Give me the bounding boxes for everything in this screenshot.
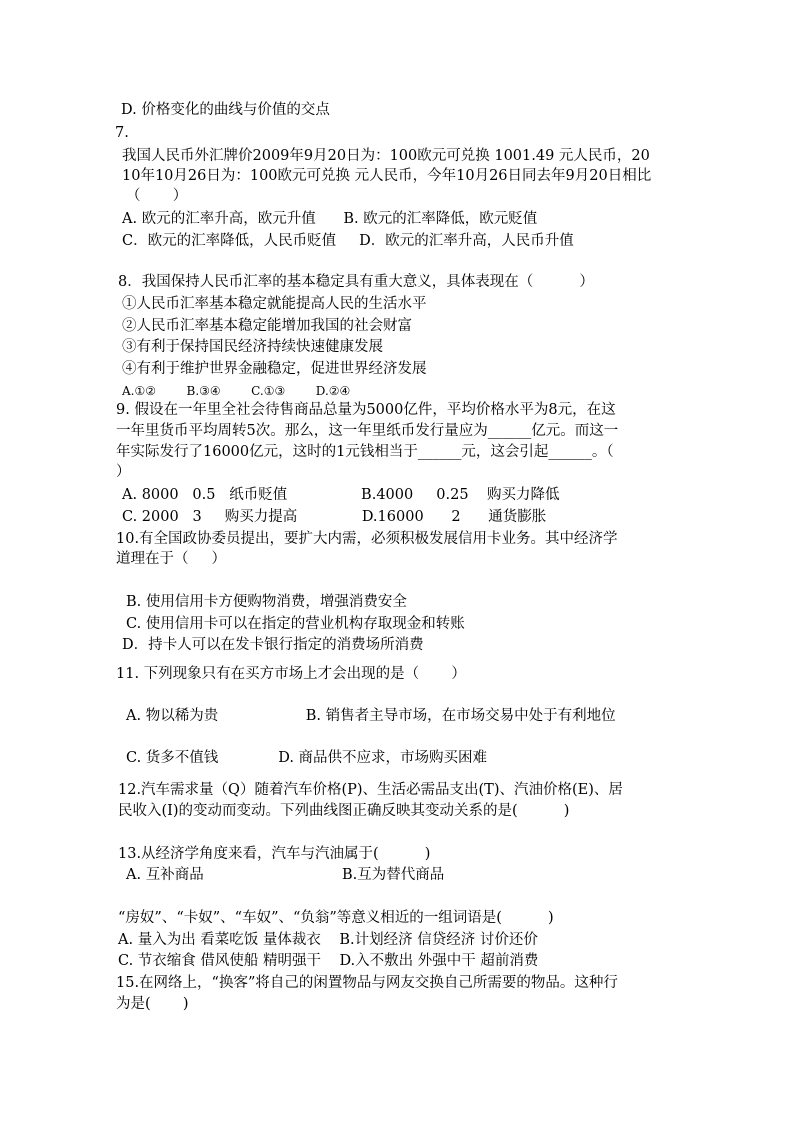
text-line: 道理在于（ ） xyxy=(116,551,227,567)
option-line: A. 量入为出 看菜吃饭 量体裁衣 B.计划经济 信贷经济 讨价还价 xyxy=(118,932,538,948)
text-line: 为是( ) xyxy=(116,996,189,1012)
option-line: C. 货多不值钱 D. 商品供不应求，市场购买困难 xyxy=(126,750,488,766)
question-number: 7. xyxy=(115,125,129,141)
statement-line: ④有利于维护世界金融稳定，促进世界经济发展 xyxy=(122,361,427,377)
option-line: C. 使用信用卡可以在指定的营业机构存取现金和转账 xyxy=(126,616,465,632)
text-line: 我国人民币外汇牌价2009年9月20日为：100欧元可兑换 1001.49 元人民币，20 xyxy=(122,148,650,164)
text-line: 10年10月26日为：100欧元可兑换 元人民币，今年10月26日同去年9月20日相比 xyxy=(122,168,652,184)
text-line: 年实际发行了16000亿元，这时的1元钱相当于______元，这会引起______。（ xyxy=(116,444,614,460)
option-line: B. 使用信用卡方便购物消费，增强消费安全 xyxy=(126,594,407,610)
text-line: ） xyxy=(116,464,131,480)
text-line: （ ） xyxy=(126,188,188,204)
option-line: A. 物以稀为贵 B. 销售者主导市场，在市场交易中处于有利地位 xyxy=(126,708,616,724)
option-line: A. 8000 0.5 纸币贬值 B.4000 0.25 购买力降低 xyxy=(122,487,560,503)
option-line: A.①② B.③④ C.①③ D.②④ xyxy=(122,384,351,398)
question-line: 12.汽车需求量（Q）随着汽车价格(P)、生活必需品支出(T)、汽油价格(E)、居 xyxy=(118,782,623,798)
text-line: 一年里货币平均周转5次。那么，这一年里纸币发行量应为______亿元。而这一 xyxy=(116,423,619,439)
option-line: C．欧元的汇率降低，人民币贬值 D．欧元的汇率升高，人民币升值 xyxy=(122,233,574,249)
text-line: 民收入(I)的变动而变动。下列曲线图正确反映其变动关系的是( ) xyxy=(118,803,570,819)
question-line: “房奴”、“卡奴”、“车奴”、“负翁”等意义相近的一组词语是( ) xyxy=(118,910,554,926)
statement-line: ③有利于保持国民经济持续快速健康发展 xyxy=(122,339,383,355)
question-line: 10.有全国政协委员提出，要扩大内需，必须积极发展信用卡业务。其中经济学 xyxy=(116,531,618,547)
question-line: 13.从经济学角度来看，汽车与汽油属于( ) xyxy=(118,846,431,862)
question-line: 8．我国保持人民币汇率的基本稳定具有重大意义，具体表现在（ ） xyxy=(118,274,594,290)
option-line: D．持卡人可以在发卡银行指定的消费场所消费 xyxy=(122,637,424,653)
option-line: C. 节衣缩食 借风使船 精明强干 D.入不敷出 外强中干 超前消费 xyxy=(118,953,539,969)
text-line: D. 价格变化的曲线与价值的交点 xyxy=(121,102,330,118)
option-line: C. 2000 3 购买力提高 D.16000 2 通货膨胀 xyxy=(122,509,547,525)
option-line: A. 欧元的汇率升高，欧元升值 B. 欧元的汇率降低，欧元贬值 xyxy=(122,211,538,227)
question-line: 11. 下列现象只有在买方市场上才会出现的是（ ） xyxy=(116,666,466,682)
statement-line: ①人民币汇率基本稳定就能提高人民的生活水平 xyxy=(122,296,427,312)
statement-line: ②人民币汇率基本稳定能增加我国的社会财富 xyxy=(122,318,412,334)
question-line: 9. 假设在一年里全社会待售商品总量为5000亿件，平均价格水平为8元，在这 xyxy=(116,402,616,418)
question-line: 15.在网络上，“换客”将自己的闲置物品与网友交换自己所需要的物品。这种行 xyxy=(116,975,618,991)
option-line: A. 互补商品 B.互为替代商品 xyxy=(126,867,445,883)
